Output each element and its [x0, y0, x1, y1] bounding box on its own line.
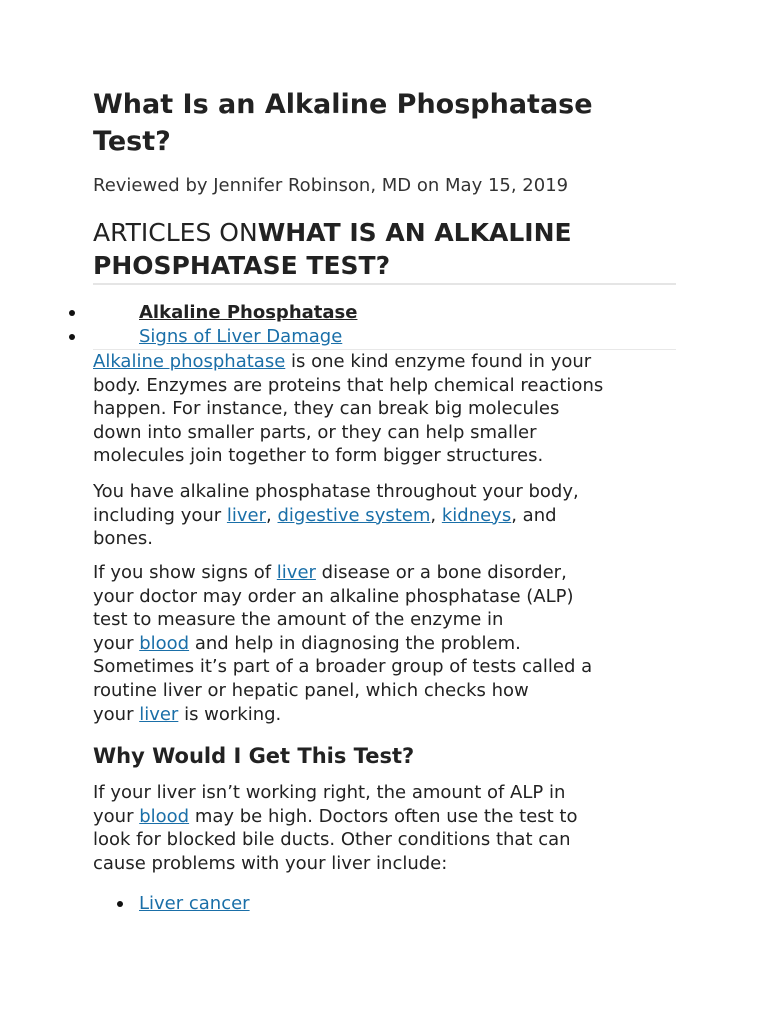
link-blood[interactable]: blood [139, 632, 190, 654]
text: is working. [178, 703, 282, 725]
text: , and [511, 504, 557, 526]
text: your [93, 703, 140, 725]
articles-on-topic-line-2: PHOSPHATASE TEST? [93, 251, 391, 280]
text: body. Enzymes are proteins that help chemical reactions [93, 374, 604, 396]
link-liver[interactable]: liver [139, 703, 179, 725]
section-heading: Why Would I Get This Test? [93, 744, 415, 768]
text: test to measure the amount of the enzyme in [93, 609, 504, 631]
articles-on-prefix: ARTICLES ON [93, 218, 258, 247]
text: including your [93, 504, 227, 526]
text: happen. For instance, they can break big molecules [93, 398, 560, 420]
article-toc [0, 301, 700, 349]
title-line-1: What Is an Alkaline Phosphatase [93, 89, 593, 120]
text: , [430, 504, 442, 526]
text: disease or a bone disorder, [315, 562, 567, 583]
articles-on-topic-line-1: WHAT IS AN ALKALINE [257, 218, 572, 247]
link-liver[interactable]: liver [276, 562, 316, 583]
text: may be high. Doctors often use the test to [189, 805, 578, 827]
text: your [93, 805, 140, 827]
text: If your liver isn’t working right, the amount of ALP in [93, 782, 566, 803]
paragraph-why [93, 781, 678, 875]
toc-item-signs-of-liver-damage[interactable] [0, 325, 700, 349]
link-digestive-system[interactable]: digestive system [277, 504, 431, 526]
link-liver-cancer[interactable]: Liver cancer [139, 893, 250, 914]
text: and help in diagnosing the problem. [189, 632, 521, 654]
toc-item-alkaline-phosphatase[interactable] [0, 301, 700, 325]
text: bones. [93, 528, 154, 550]
bullet-icon [69, 310, 75, 316]
paragraph-intro [93, 350, 678, 468]
bullet-icon [117, 901, 123, 907]
text: , [266, 504, 278, 526]
link-blood[interactable]: blood [139, 805, 190, 827]
link-kidneys[interactable]: kidneys [441, 504, 512, 526]
text: Sometimes it’s part of a broader group of tests called a [93, 656, 593, 678]
text: down into smaller parts, or they can help smaller [93, 421, 537, 443]
reviewer-byline: Reviewed by Jennifer Robinson, MD on May 15, 2019 [93, 175, 569, 196]
title-line-2: Test? [93, 126, 171, 157]
text: your doctor may order an alkaline phosphatase (ALP) [93, 585, 574, 607]
text: molecules join together to form bigger structures. [93, 445, 544, 467]
paragraph-alp-test [93, 561, 678, 726]
text: routine liver or hepatic panel, which checks how [93, 679, 529, 701]
articles-on-heading [93, 216, 693, 282]
link-alkaline-phosphatase[interactable]: Alkaline phosphatase [93, 351, 286, 372]
text: cause problems with your liver include: [93, 852, 448, 874]
text: look for blocked bile ducts. Other conditions that can [93, 829, 571, 851]
text: your [93, 632, 140, 654]
divider [93, 283, 676, 285]
toc-item-label[interactable]: Signs of Liver Damage [139, 326, 343, 347]
text: You have alkaline phosphatase throughout your body, [93, 481, 579, 502]
bullet-icon [69, 334, 75, 340]
link-liver[interactable]: liver [226, 504, 267, 526]
text: is one kind enzyme found in your [285, 351, 592, 372]
paragraph-locations [93, 480, 678, 551]
toc-item-label[interactable]: Alkaline Phosphatase [139, 302, 358, 323]
text: If you show signs of [93, 562, 277, 583]
page-title [93, 86, 693, 160]
